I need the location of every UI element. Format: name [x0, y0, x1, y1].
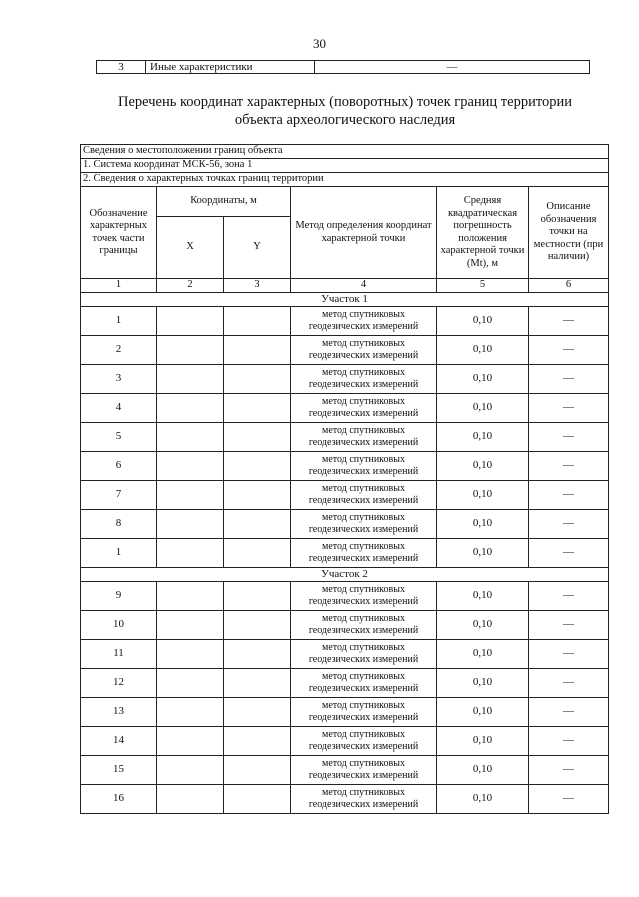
mt-value: 0,10 — [437, 364, 529, 393]
method-line-1: метод спутниковых — [322, 700, 405, 711]
table-row — [81, 755, 609, 784]
method-line-2: геодезических измерений — [308, 653, 419, 665]
table-row — [81, 726, 609, 755]
coord-y — [224, 509, 291, 538]
method-line-2: геодезических измерений — [308, 624, 419, 636]
point-description: — — [529, 538, 609, 567]
method-line-2: геодезических измерений — [308, 798, 419, 810]
method-line-1: метод спутниковых — [322, 396, 405, 407]
point-description: — — [529, 639, 609, 668]
coord-y — [224, 538, 291, 567]
method-cell — [291, 668, 437, 697]
point-id: 10 — [81, 610, 157, 639]
method-line-1: метод спутниковых — [322, 338, 405, 349]
plot-name: Участок 1 — [81, 292, 609, 306]
column-number: 4 — [291, 279, 437, 293]
table-row — [81, 784, 609, 813]
coord-x — [157, 755, 224, 784]
page-number: 30 — [313, 36, 326, 51]
method-line-2: геодезических измерений — [308, 494, 419, 506]
coord-y — [224, 668, 291, 697]
point-id: 9 — [81, 581, 157, 610]
table-row — [81, 451, 609, 480]
coord-x — [157, 364, 224, 393]
method-cell — [291, 480, 437, 509]
point-description: — — [529, 422, 609, 451]
method-line-1: метод спутниковых — [322, 309, 405, 320]
method-line-1: метод спутниковых — [322, 787, 405, 798]
method-line-2: геодезических измерений — [308, 769, 419, 781]
table-row — [81, 364, 609, 393]
coord-x — [157, 697, 224, 726]
section-coord-system: 1. Система координат МСК-56, зона 1 — [81, 159, 609, 173]
point-description: — — [529, 364, 609, 393]
point-id: 11 — [81, 639, 157, 668]
coord-x — [157, 610, 224, 639]
row-value: — — [315, 61, 590, 74]
method-line-1: метод спутниковых — [322, 613, 405, 624]
method-line-1: метод спутниковых — [322, 454, 405, 465]
plot-name: Участок 2 — [81, 567, 609, 581]
title-line-1: Перечень координат характерных (поворотных) точек границ территории — [117, 94, 573, 110]
point-id: 6 — [81, 451, 157, 480]
characteristics-table — [96, 60, 590, 74]
method-line-2: геодезических измерений — [308, 711, 419, 723]
column-number: 3 — [224, 279, 291, 293]
method-line-2: геодезических измерений — [308, 595, 419, 607]
method-line-2: геодезических измерений — [308, 523, 419, 535]
method-cell — [291, 726, 437, 755]
header-row — [81, 187, 609, 217]
method-cell — [291, 393, 437, 422]
method-cell — [291, 364, 437, 393]
coord-y — [224, 610, 291, 639]
coord-x — [157, 726, 224, 755]
method-line-1: метод спутниковых — [322, 671, 405, 682]
coord-x — [157, 668, 224, 697]
point-id: 12 — [81, 668, 157, 697]
header-y: Y — [224, 217, 291, 279]
mt-value: 0,10 — [437, 335, 529, 364]
point-id: 2 — [81, 335, 157, 364]
column-number: 6 — [529, 279, 609, 293]
coord-x — [157, 393, 224, 422]
coord-y — [224, 422, 291, 451]
point-id: 3 — [81, 364, 157, 393]
method-line-2: геодезических измерений — [308, 378, 419, 390]
coord-y — [224, 697, 291, 726]
method-cell — [291, 509, 437, 538]
mt-value: 0,10 — [437, 726, 529, 755]
coord-x — [157, 538, 224, 567]
method-line-2: геодезических измерений — [308, 436, 419, 448]
coord-x — [157, 639, 224, 668]
mt-value: 0,10 — [437, 422, 529, 451]
point-description: — — [529, 755, 609, 784]
section-location: Сведения о местоположении границ объекта — [81, 145, 609, 159]
method-line-1: метод спутниковых — [322, 483, 405, 494]
point-description: — — [529, 581, 609, 610]
method-line-2: геодезических измерений — [308, 320, 419, 332]
mt-value: 0,10 — [437, 755, 529, 784]
point-id: 14 — [81, 726, 157, 755]
point-description: — — [529, 335, 609, 364]
point-description: — — [529, 393, 609, 422]
point-description: — — [529, 697, 609, 726]
method-line-1: метод спутниковых — [322, 512, 405, 523]
mt-value: 0,10 — [437, 668, 529, 697]
table-row — [81, 610, 609, 639]
method-line-2: геодезических измерений — [308, 740, 419, 752]
coord-y — [224, 306, 291, 335]
mt-value: 0,10 — [437, 509, 529, 538]
method-cell — [291, 755, 437, 784]
plot-header-row — [81, 567, 609, 581]
mt-value: 0,10 — [437, 480, 529, 509]
mt-value: 0,10 — [437, 697, 529, 726]
method-line-1: метод спутниковых — [322, 367, 405, 378]
method-cell — [291, 451, 437, 480]
point-description: — — [529, 784, 609, 813]
method-cell — [291, 639, 437, 668]
method-cell — [291, 610, 437, 639]
table-row — [81, 422, 609, 451]
mt-value: 0,10 — [437, 784, 529, 813]
section-row — [81, 145, 609, 159]
point-description: — — [529, 668, 609, 697]
table-row — [81, 509, 609, 538]
header-point-designation: Обозначение характерных точек части границы — [81, 187, 157, 279]
title-line-2: объекта археологического наследия — [234, 112, 456, 128]
mt-value: 0,10 — [437, 610, 529, 639]
coord-y — [224, 639, 291, 668]
point-id: 1 — [81, 538, 157, 567]
mt-value: 0,10 — [437, 393, 529, 422]
table-row — [81, 668, 609, 697]
column-numbers-row — [81, 279, 609, 293]
method-cell — [291, 784, 437, 813]
table-row — [81, 335, 609, 364]
coord-y — [224, 451, 291, 480]
table-row — [81, 639, 609, 668]
section-row — [81, 159, 609, 173]
point-description: — — [529, 480, 609, 509]
row-number: 3 — [97, 61, 146, 74]
coord-x — [157, 784, 224, 813]
method-line-1: метод спутниковых — [322, 729, 405, 740]
column-number: 2 — [157, 279, 224, 293]
method-line-2: геодезических измерений — [308, 349, 419, 361]
method-cell — [291, 306, 437, 335]
table-row — [97, 61, 590, 74]
method-line-1: метод спутниковых — [322, 642, 405, 653]
mt-value: 0,10 — [437, 538, 529, 567]
mt-value: 0,10 — [437, 581, 529, 610]
method-line-2: геодезических измерений — [308, 407, 419, 419]
coordinates-table — [80, 144, 609, 814]
coord-x — [157, 306, 224, 335]
point-description: — — [529, 451, 609, 480]
method-cell — [291, 538, 437, 567]
method-line-2: геодезических измерений — [308, 552, 419, 564]
coord-y — [224, 364, 291, 393]
point-id: 15 — [81, 755, 157, 784]
method-line-1: метод спутниковых — [322, 541, 405, 552]
coord-x — [157, 335, 224, 364]
header-description: Описание обозначения точки на местности (при наличии) — [529, 187, 609, 279]
method-line-1: метод спутниковых — [322, 758, 405, 769]
point-id: 1 — [81, 306, 157, 335]
table-row — [81, 581, 609, 610]
mt-value: 0,10 — [437, 451, 529, 480]
point-id: 5 — [81, 422, 157, 451]
coord-y — [224, 480, 291, 509]
coord-y — [224, 581, 291, 610]
point-description: — — [529, 610, 609, 639]
section-row — [81, 173, 609, 187]
header-coordinates: Координаты, м — [157, 187, 291, 217]
method-cell — [291, 581, 437, 610]
coord-x — [157, 422, 224, 451]
method-line-1: метод спутниковых — [322, 425, 405, 436]
table-row — [81, 538, 609, 567]
point-description: — — [529, 306, 609, 335]
method-line-2: геодезических измерений — [308, 465, 419, 477]
point-id: 16 — [81, 784, 157, 813]
method-cell — [291, 697, 437, 726]
section-points-info: 2. Сведения о характерных точках границ территории — [81, 173, 609, 187]
mt-value: 0,10 — [437, 306, 529, 335]
coord-x — [157, 451, 224, 480]
point-id: 4 — [81, 393, 157, 422]
coord-y — [224, 335, 291, 364]
point-id: 8 — [81, 509, 157, 538]
header-x: X — [157, 217, 224, 279]
mt-value: 0,10 — [437, 639, 529, 668]
plot-header-row — [81, 292, 609, 306]
method-cell — [291, 422, 437, 451]
coord-y — [224, 755, 291, 784]
header-method: Метод определения координат характерной точки — [291, 187, 437, 279]
column-number: 1 — [81, 279, 157, 293]
row-label: Иные характеристики — [146, 61, 315, 74]
table-row — [81, 480, 609, 509]
coord-x — [157, 581, 224, 610]
coord-x — [157, 509, 224, 538]
method-line-2: геодезических измерений — [308, 682, 419, 694]
point-description: — — [529, 726, 609, 755]
header-error: Средняя квадратическая погрешность положения характерной точки (Mt), м — [437, 187, 529, 279]
point-id: 7 — [81, 480, 157, 509]
coord-y — [224, 784, 291, 813]
document-title — [60, 93, 630, 129]
coord-y — [224, 393, 291, 422]
table-row — [81, 697, 609, 726]
point-description: — — [529, 509, 609, 538]
table-row — [81, 306, 609, 335]
point-id: 13 — [81, 697, 157, 726]
coord-x — [157, 480, 224, 509]
coord-y — [224, 726, 291, 755]
method-cell — [291, 335, 437, 364]
column-number: 5 — [437, 279, 529, 293]
method-line-1: метод спутниковых — [322, 584, 405, 595]
table-row — [81, 393, 609, 422]
